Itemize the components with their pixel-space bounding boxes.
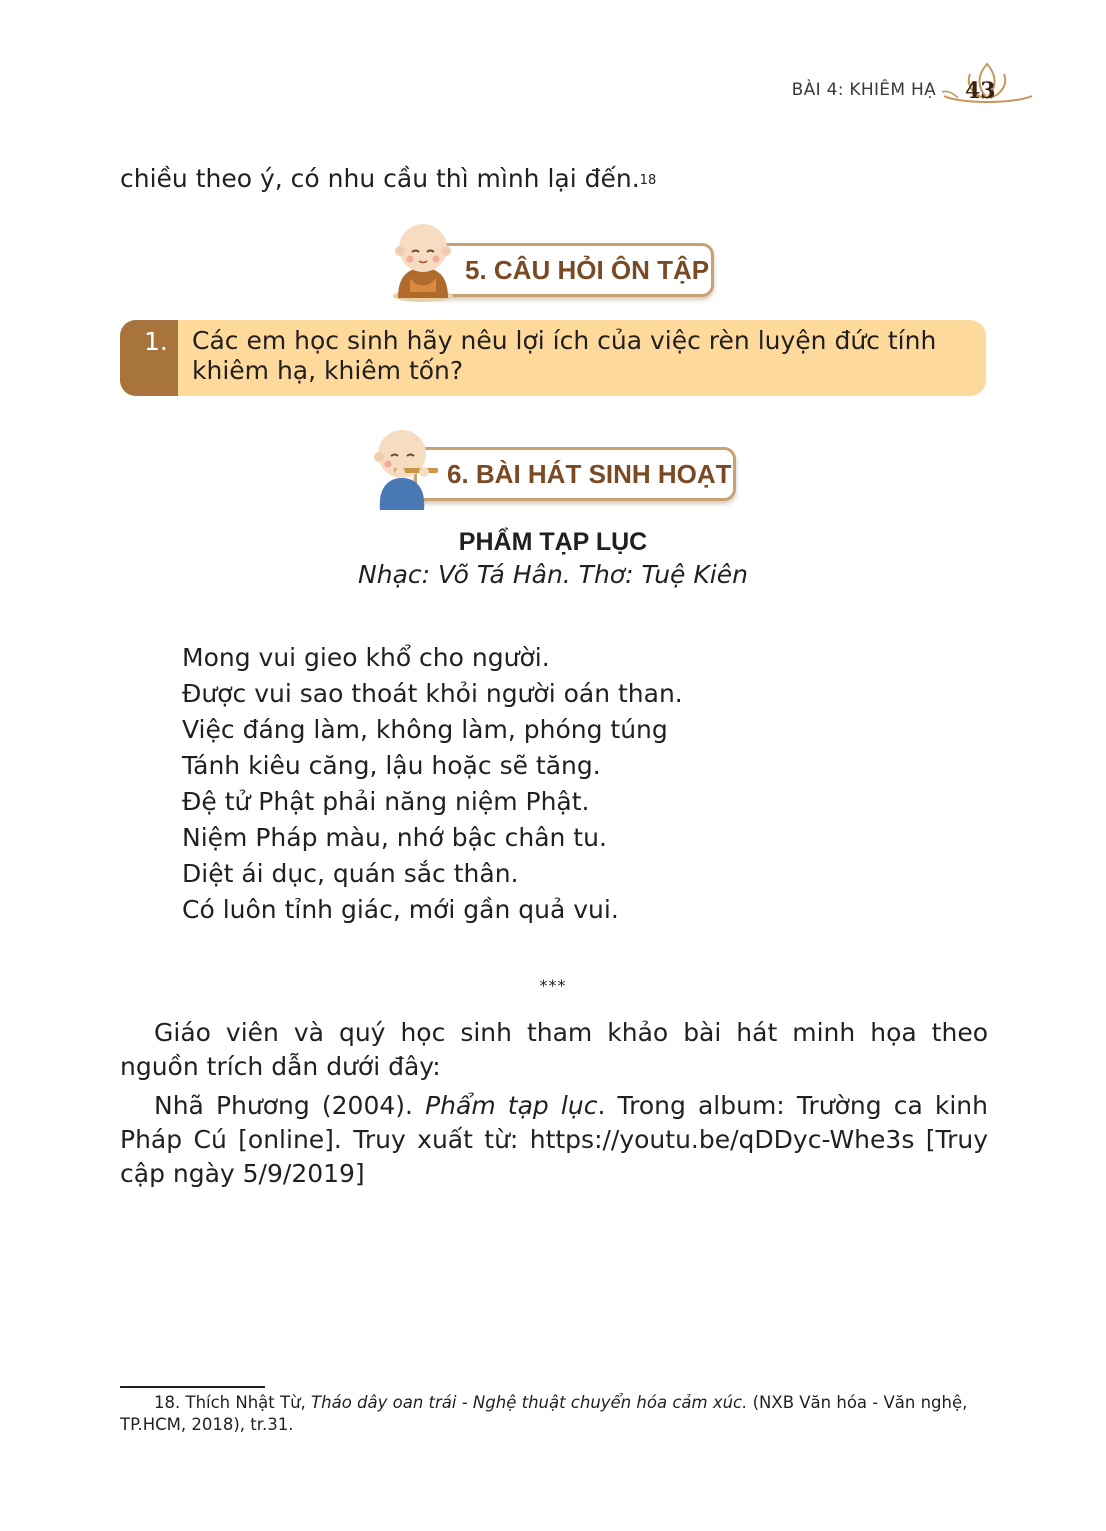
review-question-box	[120, 320, 986, 396]
section-separator: ***	[539, 976, 567, 995]
section-6-banner	[414, 447, 736, 501]
lyric-line: Mong vui gieo khổ cho người.	[182, 643, 550, 672]
meditating-monk-icon	[388, 218, 458, 304]
reference-citation	[120, 1089, 988, 1191]
footnote-ref: 18	[639, 173, 657, 188]
citation-author: Nhã Phương (2004).	[154, 1091, 426, 1120]
lyric-line: Đệ tử Phật phải năng niệm Phật.	[182, 787, 590, 816]
song-lyrics	[182, 640, 683, 928]
section-5-title: 5. CÂU HỎI ÔN TẬP	[465, 254, 710, 285]
song-title: PHẨM TẠP LỤC	[458, 528, 648, 556]
footnote-number: 18. Thích Nhật Từ,	[154, 1393, 312, 1412]
song-credit: Nhạc: Võ Tá Hân. Thơ: Tuệ Kiên	[358, 560, 748, 589]
lyric-line: Có luôn tỉnh giác, mới gần quả vui.	[182, 895, 619, 924]
section-5-banner	[430, 243, 714, 297]
citation-title: Phẩm tạp lục	[425, 1091, 598, 1120]
flute-playing-monk-icon	[366, 424, 440, 514]
lyric-line: Niệm Pháp màu, nhớ bậc chân tu.	[182, 823, 607, 852]
page-number: 43	[965, 78, 996, 104]
citation-details: . Trong album: Trường ca kinh Pháp Cú [online]. Truy xuất từ: https://youtu.be/qDDyc-Whe3s [Truy cập ngày 5/9/2019]	[120, 1091, 988, 1188]
lyric-line: Tánh kiêu căng, lậu hoặc sẽ tăng.	[182, 751, 601, 780]
continuation-text: chiều theo ý, có nhu cầu thì mình lại đến.	[120, 164, 640, 193]
footnote	[120, 1392, 988, 1436]
running-title: BÀI 4: KHIÊM HẠ	[791, 80, 936, 100]
section-6-title: 6. BÀI HÁT SINH HOẠT	[447, 458, 732, 489]
footnote-divider	[120, 1386, 265, 1388]
footnote-title: Tháo dây oan trái - Nghệ thuật chuyển hóa cảm xúc.	[311, 1393, 748, 1412]
question-number: 1.	[144, 327, 168, 356]
lyric-line: Được vui sao thoát khỏi người oán than.	[182, 679, 683, 708]
lyric-line: Việc đáng làm, không làm, phóng túng	[182, 715, 668, 744]
question-text: Các em học sinh hãy nêu lợi ích của việc rèn luyện đức tính khiêm hạ, khiêm tốn?	[192, 326, 937, 385]
footnote-details: (NXB Văn hóa - Văn nghệ, TP.HCM, 2018), tr.31.	[120, 1393, 968, 1434]
reference-intro: Giáo viên và quý học sinh tham khảo bài hát minh họa theo nguồn trích dẫn dưới đây:	[120, 1018, 988, 1081]
continuation-paragraph	[120, 162, 656, 196]
lyric-line: Diệt ái dục, quán sắc thân.	[182, 859, 519, 888]
